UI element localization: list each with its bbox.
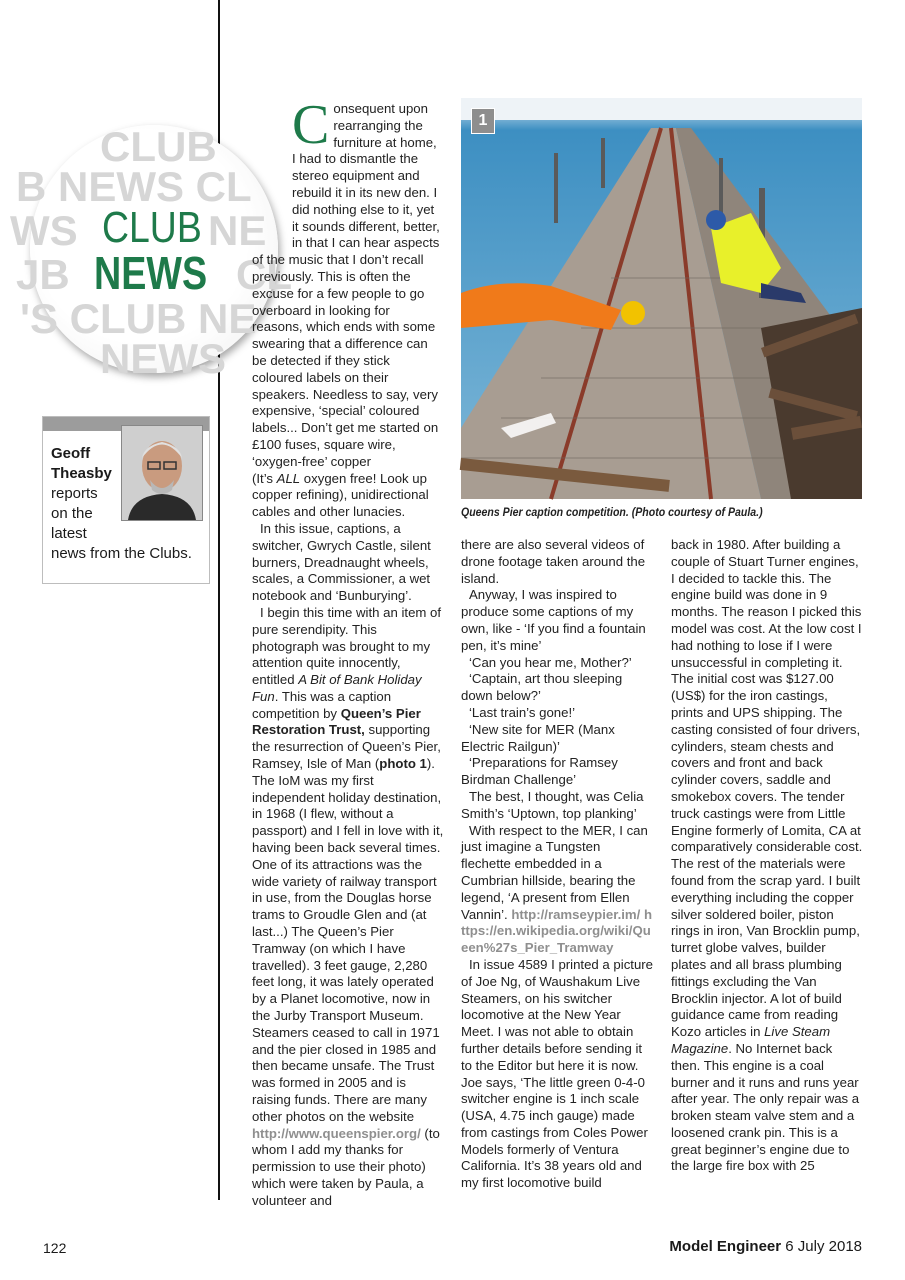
byline-line: reports (51, 485, 98, 502)
caption-quote: ‘Preparations for Ramsey Birdman Challenge’ (461, 755, 618, 788)
pier-scene-icon (461, 98, 862, 499)
byline-line: on the (51, 505, 93, 522)
paragraph: With respect to the MER, I can just imagine a Tungsten flechette embedded in a Cumbrian hillside, bearing the legend, ‘A present from Ellen Vannin’. http://ramseypier.im/ https://en.wikipedia.org/wiki/Queen%27s_Pier_Tramway (461, 822, 653, 956)
paragraph: (It’s ALL oxygen free! Look up copper refining), unidirectional cables and other lunacies. (252, 470, 429, 520)
pier-photo (461, 98, 862, 499)
paragraph: there are also several videos of drone footage taken around the island. (461, 537, 646, 586)
news-word: NEWS (94, 247, 208, 299)
caption-quote: ‘Can you hear me, Mother?’ (469, 654, 632, 670)
intro-paragraph: Consequent upon rearranging the furniture at home, I had to dismantle the stereo equipment and rebuild it in its new den. I did nothing else to it, yet it sounds different, better, in that I can hear aspects of the music that I don’t recall previously. This is often the excuse for a few people to go overboard in looking for reasons, which ends with some swearing that a difference can be detected if they stick coloured labels on their speakers. Needless to say, very expensive, ‘special’ coloured labels... Don’t get me started on £100 fuses, square wire, ‘oxygen-free’ copper (252, 94, 440, 469)
issue-date: 6 July 2018 (781, 1238, 862, 1255)
author-last-name: Theasby (51, 465, 112, 482)
paragraph: In issue 4589 I printed a picture of Joe Ng, of Waushakum Live Steamers, on his switcher locomotive at the New Year Meet. I was not able to obtain further details before sending it to the Editor but here it is now. Joe says, ‘The little green 0-4-0 switcher engine is 1 inch scale (USA, 4.75 inch gauge) made from castings from Coles Power Models formerly of Ventura California. It’s 38 years old and my first locomotive build (461, 956, 654, 1191)
club-news-logo: CLUB B NEWS CL WS NE JB CL 'S CLUB NE NEWS CLUB NEWS (10, 123, 292, 382)
paragraph: I begin this time with an item of pure serendipity. This photograph was brought to my attention quite innocently, entitled A Bit of Bank Holiday Fun. This was a caption competition by Queen’s Pier Restoration Trust, supporting the resurrection of Queen’s Pier, Ramsey, Isle of Man (photo 1). The IoM was my first independent holiday destination, in 1968 (I flew, without a passport) and I fell in love with it, having been back several times. One of its attractions was the wide variety of railway transport in use, from the Douglas horse trams to Groudle Glen and (at last...) The Queen’s Pier Tramway (on which I have travelled). 3 feet gauge, 2,280 feet long, it was lately operated by a Planet locomotive, now in the Jurby Transport Museum. Steamers ceased to call in 1971 and the pier closed in 1985 and then became unsafe. The Trust was formed in 2005 and is raising funds. There are many other photos on the website http://www.queenspier.org/ (to whom I add my thanks for permission to use their photo) which were taken by Paula, a volunteer and (252, 604, 444, 1208)
byline-line: latest (51, 525, 87, 542)
magazine-title: Model Engineer (669, 1238, 782, 1255)
caption-quote: ‘Last train’s gone!’ (469, 704, 576, 720)
club-word: CLUB (102, 203, 202, 252)
article-column-1 (252, 94, 444, 1210)
author-byline (51, 444, 201, 564)
paragraph: Anyway, I was inspired to produce some captions of my own, like - ‘If you find a fountain pen, it’s mine’ (461, 587, 646, 653)
byline-line: news from the Clubs. (51, 545, 192, 562)
author-box (42, 416, 210, 584)
paragraph: In this issue, captions, a switcher, Gwrych Castle, silent burners, Dreadnaught wheels, scales, a Commissioner, a wet notebook and ‘Bunburying’. (252, 520, 431, 604)
article-column-2 (461, 537, 653, 1192)
magazine-footer (669, 1238, 862, 1255)
paragraph: back in 1980. After building a couple of Stuart Turner engines, I decided to tackle this. The engine build was done in 9 months. The reason I picked this model was cost. At the low cost I had nothing to lose if I were unsuccessful in completing it. The initial cost was $127.00 (US$) for the iron castings, prints and UPS shipping. The casting consisted of four drivers, cylinders, steam chests and covers and front and back cylinder covers, saddle and smokebox covers. The tender truck castings were from Little Engine formerly of Lomita, CA at comparatively considerable cost. The rest of the materials were found from the scrap yard. I built everything including the copper silver soldered boiler, piston rings in iron, Van Brocklin pump, turret globe valves, builder plates and all brass plumbing fittings excluding the Van Brocklin injector. A lot of build guidance came from reading Kozo articles in Live Steam Magazine. No Internet back then. This engine is a coal burner and it runs and runs year after year. The only repair was a broken steam valve stem and a loosened crank pin. This is a great beginner’s engine due to the large fire box with 25 (671, 537, 863, 1174)
article-column-3 (671, 537, 863, 1175)
author-first-name: Geoff (51, 445, 91, 462)
paragraph: The best, I thought, was Celia Smith’s ‘Uptown, top planking’ (461, 788, 644, 821)
queenspier-link[interactable]: http://www.queenspier.org/ (252, 1125, 421, 1141)
caption-quote: ‘Captain, art thou sleeping down below?’ (461, 671, 623, 704)
photo-caption: Queens Pier caption competition. (Photo courtesy of Paula.) (461, 505, 763, 519)
page-number: 122 (43, 1240, 67, 1256)
photo-number-badge: 1 (471, 108, 495, 134)
ramseypier-link[interactable]: http://ramseypier.im/ https://en.wikipedia.org/wiki/Queen%27s_Pier_Tramway (461, 906, 653, 956)
caption-quote: ‘New site for MER (Manx Electric Railgun)’ (461, 721, 615, 754)
drop-cap: C (292, 94, 330, 156)
